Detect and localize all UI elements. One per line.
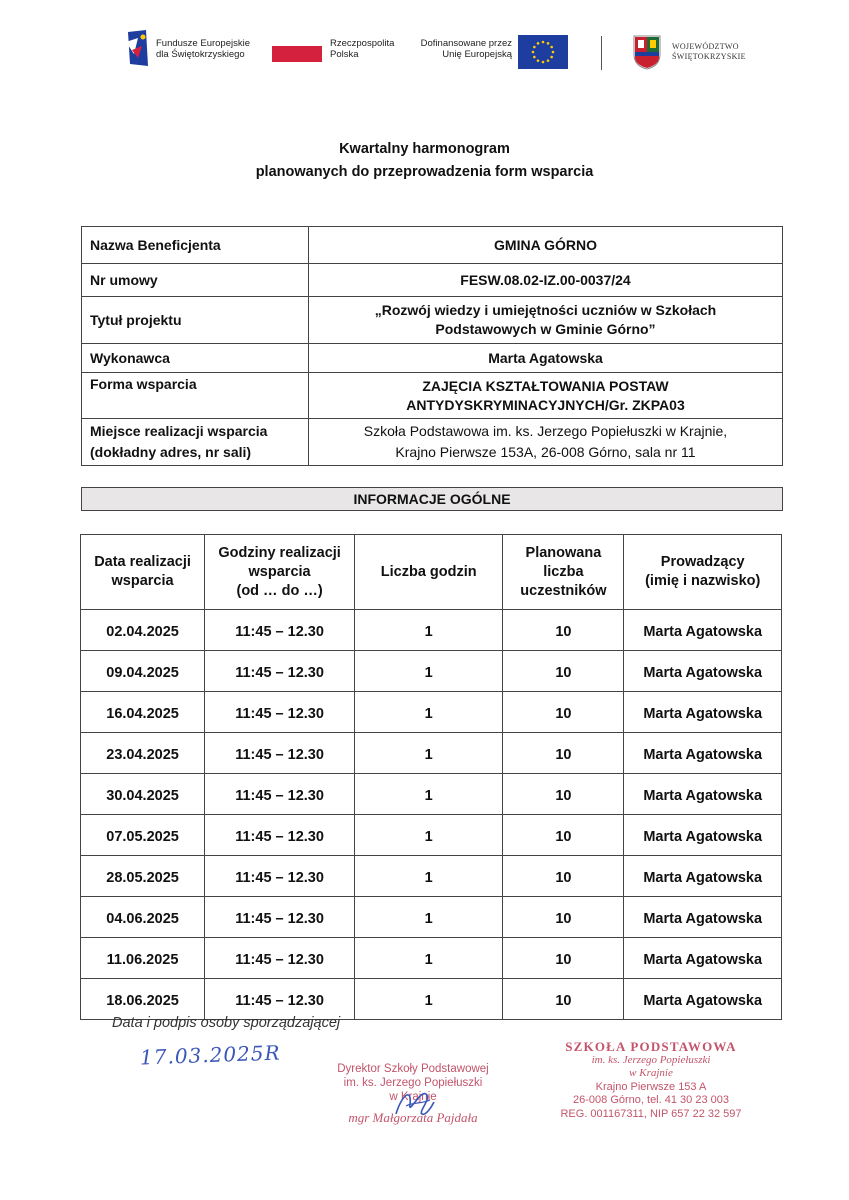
header-instructor-line2: (imię i nazwisko) bbox=[645, 573, 761, 589]
cell-instructor: Marta Agatowska bbox=[624, 856, 782, 897]
eu-flag-icon bbox=[518, 35, 568, 69]
row-wykonawca bbox=[82, 344, 783, 373]
school-stamp-line3: w Krajnie bbox=[629, 1067, 673, 1079]
cell-date: 16.04.2025 bbox=[81, 692, 205, 733]
cell-hour-count: 1 bbox=[355, 938, 503, 979]
wojewodztwo-logo bbox=[632, 26, 792, 72]
cell-date: 02.04.2025 bbox=[81, 610, 205, 651]
ws-line2: ŚWIĘTOKRZYSKIE bbox=[672, 51, 746, 61]
value-umowa: FESW.08.02-IZ.00-0037/24 bbox=[309, 264, 783, 297]
forma-line1: ZAJĘCIA KSZTAŁTOWANIA POSTAW bbox=[422, 377, 669, 394]
cell-hours: 11:45 – 12.30 bbox=[205, 733, 355, 774]
header-hour-count bbox=[355, 535, 503, 610]
eu-star-icon bbox=[533, 46, 536, 49]
rp-line1: Rzeczpospolita bbox=[330, 38, 395, 49]
school-stamp-line1: SZKOŁA PODSTAWOWA bbox=[565, 1039, 737, 1054]
schedule-header-row bbox=[81, 535, 782, 610]
header-instructor-line1: Prowadzący bbox=[660, 554, 745, 570]
handwritten-date: 17.03.2025R bbox=[139, 1040, 281, 1070]
cell-hours: 11:45 – 12.30 bbox=[205, 692, 355, 733]
school-stamp-line5: 26-008 Górno, tel. 41 30 23 003 bbox=[573, 1094, 729, 1106]
label-miejsce bbox=[82, 419, 309, 466]
logo-strip bbox=[0, 26, 849, 74]
title-line2: planowanych do przeprowadzenia form wsparcia bbox=[255, 164, 594, 180]
fe-line1: Fundusze Europejskie bbox=[156, 38, 250, 49]
schedule-row bbox=[81, 733, 782, 774]
cell-participants: 10 bbox=[503, 815, 624, 856]
cell-hours: 11:45 – 12.30 bbox=[205, 938, 355, 979]
eu-star-icon bbox=[537, 59, 540, 62]
poland-flag-icon bbox=[272, 46, 322, 62]
cell-participants: 10 bbox=[503, 733, 624, 774]
cell-instructor: Marta Agatowska bbox=[624, 774, 782, 815]
eu-star-icon bbox=[552, 51, 555, 54]
rp-line2: Polska bbox=[330, 49, 359, 60]
title-line1: Kwartalny harmonogram bbox=[339, 141, 510, 157]
fundusze-europejskie-icon bbox=[124, 28, 150, 68]
schedule-row bbox=[81, 692, 782, 733]
director-stamp-line1: Dyrektor Szkoły Podstawowej bbox=[337, 1063, 489, 1075]
row-umowa bbox=[82, 264, 783, 297]
cell-instructor: Marta Agatowska bbox=[624, 692, 782, 733]
header-instructor bbox=[624, 535, 782, 610]
value-miejsce bbox=[309, 419, 783, 466]
school-stamp-line6: REG. 001167311, NIP 657 22 32 597 bbox=[560, 1107, 742, 1120]
cell-date: 04.06.2025 bbox=[81, 897, 205, 938]
cell-hours: 11:45 – 12.30 bbox=[205, 610, 355, 651]
cell-hour-count: 1 bbox=[355, 897, 503, 938]
cell-instructor: Marta Agatowska bbox=[624, 938, 782, 979]
value-wykonawca: Marta Agatowska bbox=[309, 344, 783, 373]
director-stamp-name: mgr Małgorzata Pajdała bbox=[348, 1110, 478, 1125]
cell-hour-count: 1 bbox=[355, 733, 503, 774]
schedule-row bbox=[81, 774, 782, 815]
schedule-row bbox=[81, 979, 782, 1020]
label-forma: Forma wsparcia bbox=[82, 373, 309, 419]
school-stamp-line4: Krajno Pierwsze 153 A bbox=[595, 1080, 707, 1093]
miejsce-line2: Krajno Pierwsze 153A, 26-008 Górno, sala nr 11 bbox=[395, 444, 696, 460]
signature-label: Data i podpis osoby sporządzającej bbox=[112, 1015, 341, 1031]
eu-logo bbox=[412, 26, 572, 72]
header-hours bbox=[205, 535, 355, 610]
director-stamp-line2: im. ks. Jerzego Popiełuszki bbox=[343, 1077, 483, 1089]
cell-hour-count: 1 bbox=[355, 979, 503, 1020]
fundusze-europejskie-logo bbox=[124, 26, 274, 72]
schedule-row bbox=[81, 815, 782, 856]
cell-hours: 11:45 – 12.30 bbox=[205, 979, 355, 1020]
cell-hours: 11:45 – 12.30 bbox=[205, 815, 355, 856]
forma-line2: ANTYDYSKRYMINACYJNYCH/Gr. ZKPA03 bbox=[406, 396, 685, 413]
eu-star-icon bbox=[550, 56, 553, 59]
director-stamp-line3: w Krajnie bbox=[389, 1091, 437, 1103]
cell-instructor: Marta Agatowska bbox=[624, 651, 782, 692]
cell-hour-count: 1 bbox=[355, 815, 503, 856]
cell-date: 28.05.2025 bbox=[81, 856, 205, 897]
header-participants-line1: Planowana bbox=[525, 544, 602, 561]
miejsce-label-line2: (dokładny adres, nr sali) bbox=[90, 444, 252, 460]
miejsce-line1: Szkoła Podstawowa im. ks. Jerzego Popiełuszki w Krajnie, bbox=[363, 423, 728, 439]
value-forma bbox=[309, 373, 783, 419]
cell-instructor: Marta Agatowska bbox=[624, 979, 782, 1020]
cell-date: 11.06.2025 bbox=[81, 938, 205, 979]
projekt-line1: „Rozwój wiedzy i umiejętności uczniów w Szkołach bbox=[374, 302, 717, 318]
cell-hour-count: 1 bbox=[355, 610, 503, 651]
header-hours-line1: Godziny realizacji bbox=[218, 544, 341, 561]
cell-participants: 10 bbox=[503, 897, 624, 938]
header-participants bbox=[503, 535, 624, 610]
cell-instructor: Marta Agatowska bbox=[624, 733, 782, 774]
eu-star-icon bbox=[537, 42, 540, 45]
cell-date: 23.04.2025 bbox=[81, 733, 205, 774]
row-miejsce bbox=[82, 419, 783, 466]
row-forma bbox=[82, 373, 783, 419]
fe-line2: dla Świętokrzyskiego bbox=[156, 49, 245, 60]
logo-divider bbox=[601, 36, 602, 70]
section-title: INFORMACJE OGÓLNE bbox=[81, 487, 783, 511]
label-beneficjent: Nazwa Beneficjenta bbox=[82, 227, 309, 264]
wojewodztwo-crest-icon bbox=[632, 34, 662, 70]
ws-line1: WOJEWÓDZTWO bbox=[672, 42, 739, 51]
value-beneficjent: GMINA GÓRNO bbox=[309, 227, 783, 264]
projekt-line2: Podstawowych w Gminie Górno” bbox=[435, 321, 656, 337]
header-date-line1: Data realizacji bbox=[94, 554, 191, 570]
row-beneficjent bbox=[82, 227, 783, 264]
ue-line1: Dofinansowane przez bbox=[420, 38, 512, 49]
eu-star-icon bbox=[533, 56, 536, 59]
header-hours-line2: wsparcia bbox=[248, 563, 311, 580]
cell-hours: 11:45 – 12.30 bbox=[205, 897, 355, 938]
schedule-row bbox=[81, 938, 782, 979]
schedule-row bbox=[81, 897, 782, 938]
cell-hour-count: 1 bbox=[355, 692, 503, 733]
eu-star-icon bbox=[542, 61, 545, 64]
cell-participants: 10 bbox=[503, 610, 624, 651]
eu-star-icon bbox=[550, 46, 553, 49]
ue-line2: Unię Europejską bbox=[442, 49, 512, 60]
eu-star-icon bbox=[547, 42, 550, 45]
label-wykonawca: Wykonawca bbox=[82, 344, 309, 373]
miejsce-label-line1: Miejsce realizacji wsparcia bbox=[90, 423, 268, 439]
signature-scribble bbox=[392, 1084, 436, 1122]
cell-hour-count: 1 bbox=[355, 651, 503, 692]
cell-participants: 10 bbox=[503, 651, 624, 692]
eu-star-icon bbox=[542, 41, 545, 44]
schedule-row bbox=[81, 651, 782, 692]
cell-date: 18.06.2025 bbox=[81, 979, 205, 1020]
cell-date: 30.04.2025 bbox=[81, 774, 205, 815]
header-date bbox=[81, 535, 205, 610]
cell-hours: 11:45 – 12.30 bbox=[205, 774, 355, 815]
cell-participants: 10 bbox=[503, 692, 624, 733]
cell-hours: 11:45 – 12.30 bbox=[205, 856, 355, 897]
cell-hour-count: 1 bbox=[355, 774, 503, 815]
cell-participants: 10 bbox=[503, 938, 624, 979]
label-projekt: Tytuł projektu bbox=[82, 297, 309, 344]
school-stamp bbox=[538, 1040, 764, 1121]
cell-date: 09.04.2025 bbox=[81, 651, 205, 692]
eu-star-icon bbox=[532, 51, 535, 54]
cell-hour-count: 1 bbox=[355, 856, 503, 897]
cell-participants: 10 bbox=[503, 856, 624, 897]
cell-hours: 11:45 – 12.30 bbox=[205, 651, 355, 692]
cell-instructor: Marta Agatowska bbox=[624, 897, 782, 938]
cell-participants: 10 bbox=[503, 979, 624, 1020]
header-participants-line3: uczestników bbox=[520, 582, 607, 599]
cell-date: 07.05.2025 bbox=[81, 815, 205, 856]
value-projekt bbox=[309, 297, 783, 344]
label-umowa: Nr umowy bbox=[82, 264, 309, 297]
project-info-table bbox=[81, 226, 783, 466]
header-participants-line2: liczba bbox=[543, 563, 584, 580]
school-stamp-line2: im. ks. Jerzego Popiełuszki bbox=[591, 1053, 711, 1066]
schedule-table bbox=[80, 534, 782, 1020]
header-date-line2: wsparcia bbox=[111, 573, 174, 589]
rzeczpospolita-logo bbox=[272, 26, 402, 72]
row-projekt bbox=[82, 297, 783, 344]
cell-instructor: Marta Agatowska bbox=[624, 815, 782, 856]
header-hour-count-line1: Liczba godzin bbox=[380, 563, 477, 580]
cell-instructor: Marta Agatowska bbox=[624, 610, 782, 651]
schedule-row bbox=[81, 856, 782, 897]
header-hours-line3: (od … do …) bbox=[236, 582, 323, 599]
eu-star-icon bbox=[547, 59, 550, 62]
cell-participants: 10 bbox=[503, 774, 624, 815]
schedule-row bbox=[81, 610, 782, 651]
document-title bbox=[0, 138, 849, 184]
